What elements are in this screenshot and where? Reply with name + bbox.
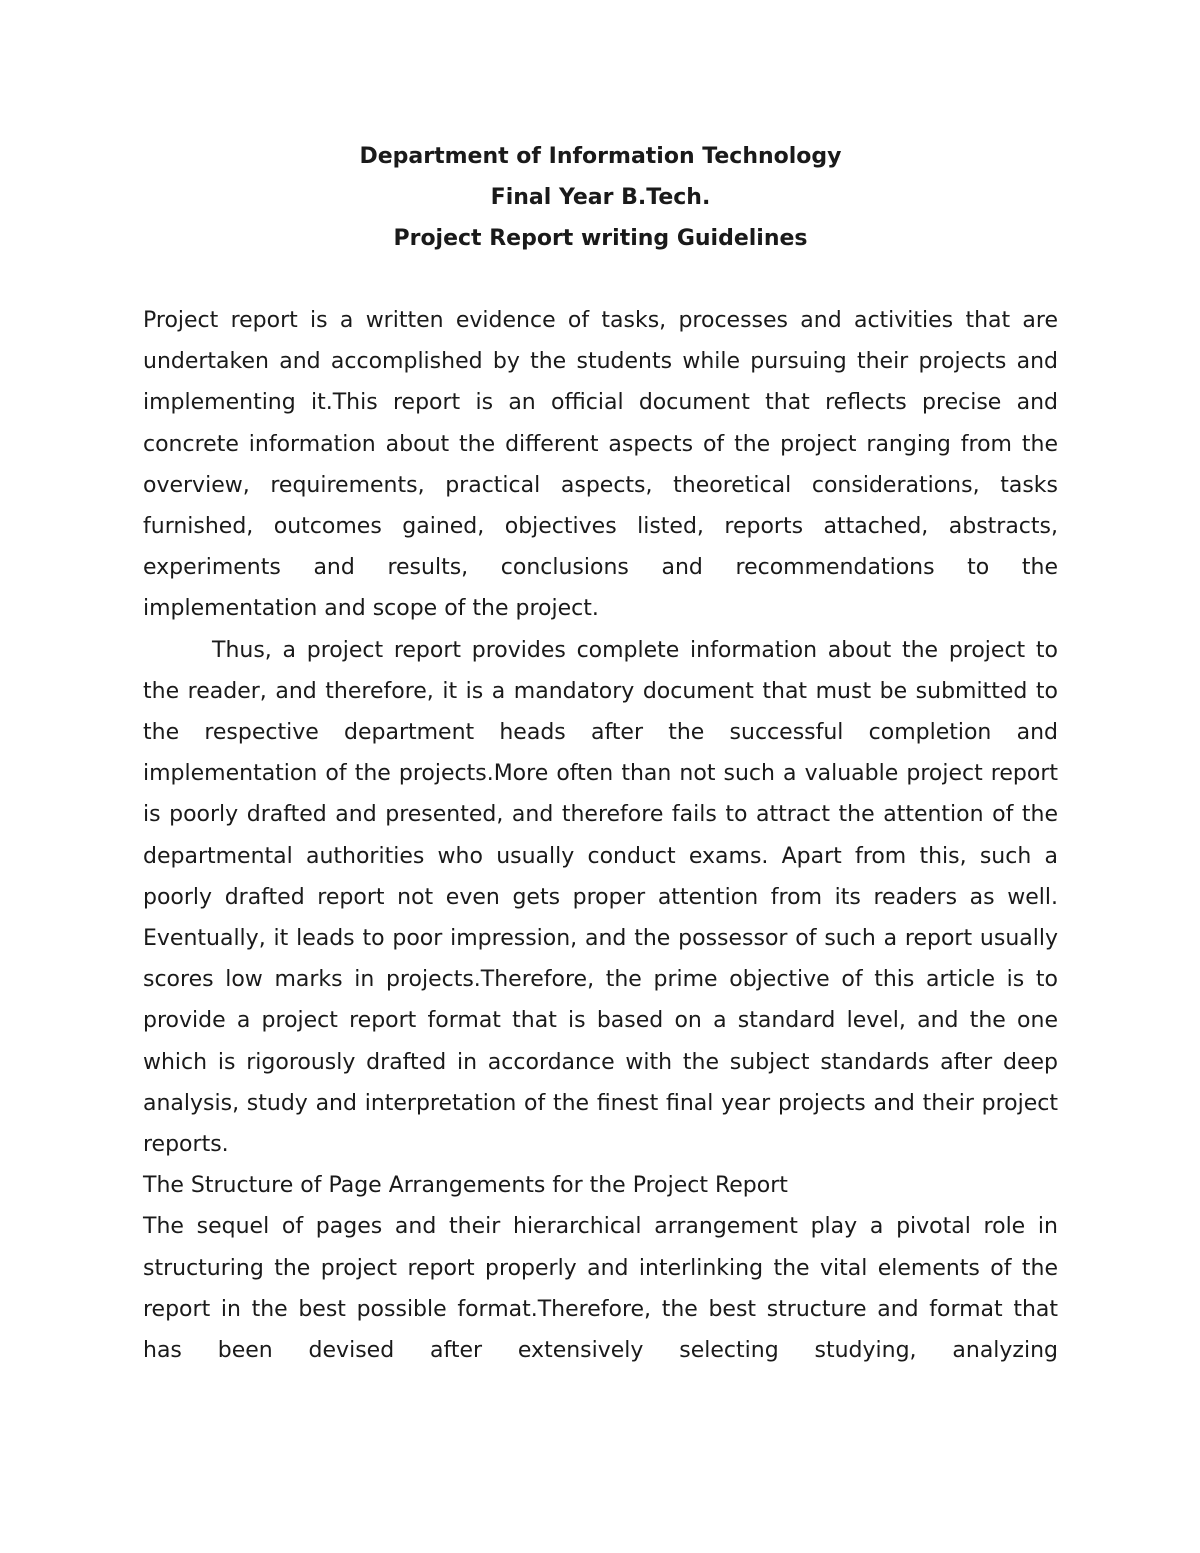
document-page: [143, 136, 1058, 1371]
third-paragraph: The sequel of pages and their hierarchical arrangement play a pivotal role in structuring the project report properly and interlinking the vital elements of the report in the best possible format.Therefore, the best structure and format that has been devised after extensively selecting studying, analyzing: [143, 1214, 1058, 1364]
second-paragraph: Thus, a project report provides complete information about the project to the reader, and therefore, it is a mandatory document that must be submitted to the respective department heads after the successful completion and implementation of the projects.More often than not such a valuable project report is poorly drafted and presented, and therefore fails to attract the attention of the departmental authorities who usually conduct exams. Apart from this, such a poorly drafted report not even gets proper attention from its readers as well. Eventually, it leads to poor impression, and the possessor of such a report usually scores low marks in projects.Therefore, the prime objective of this article is to provide a project report format that is based on a standard level, and the one which is rigorously drafted in accordance with the subject standards after deep analysis, study and interpretation of the finest final year projects and their project reports.: [143, 637, 1058, 1158]
section-heading: The Structure of Page Arrangements for the Project Report: [143, 1173, 788, 1199]
intro-paragraph: Project report is a written evidence of tasks, processes and activities that are undertaken and accomplished by the students while pursuing their projects and implementing it.This report is an official document that reflects precise and concrete information about the different aspects of the project ranging from the overview, requirements, practical aspects, theoretical considerations, tasks furnished, outcomes gained, objectives listed, reports attached, abstracts, experiments and results, conclusions and recommendations to the implementation and scope of the project.: [143, 308, 1058, 622]
department-heading: Department of Information Technology: [359, 144, 842, 169]
document-title: Project Report writing Guidelines: [393, 226, 808, 251]
year-heading: Final Year B.Tech.: [490, 185, 711, 210]
document-header: [143, 136, 1058, 259]
